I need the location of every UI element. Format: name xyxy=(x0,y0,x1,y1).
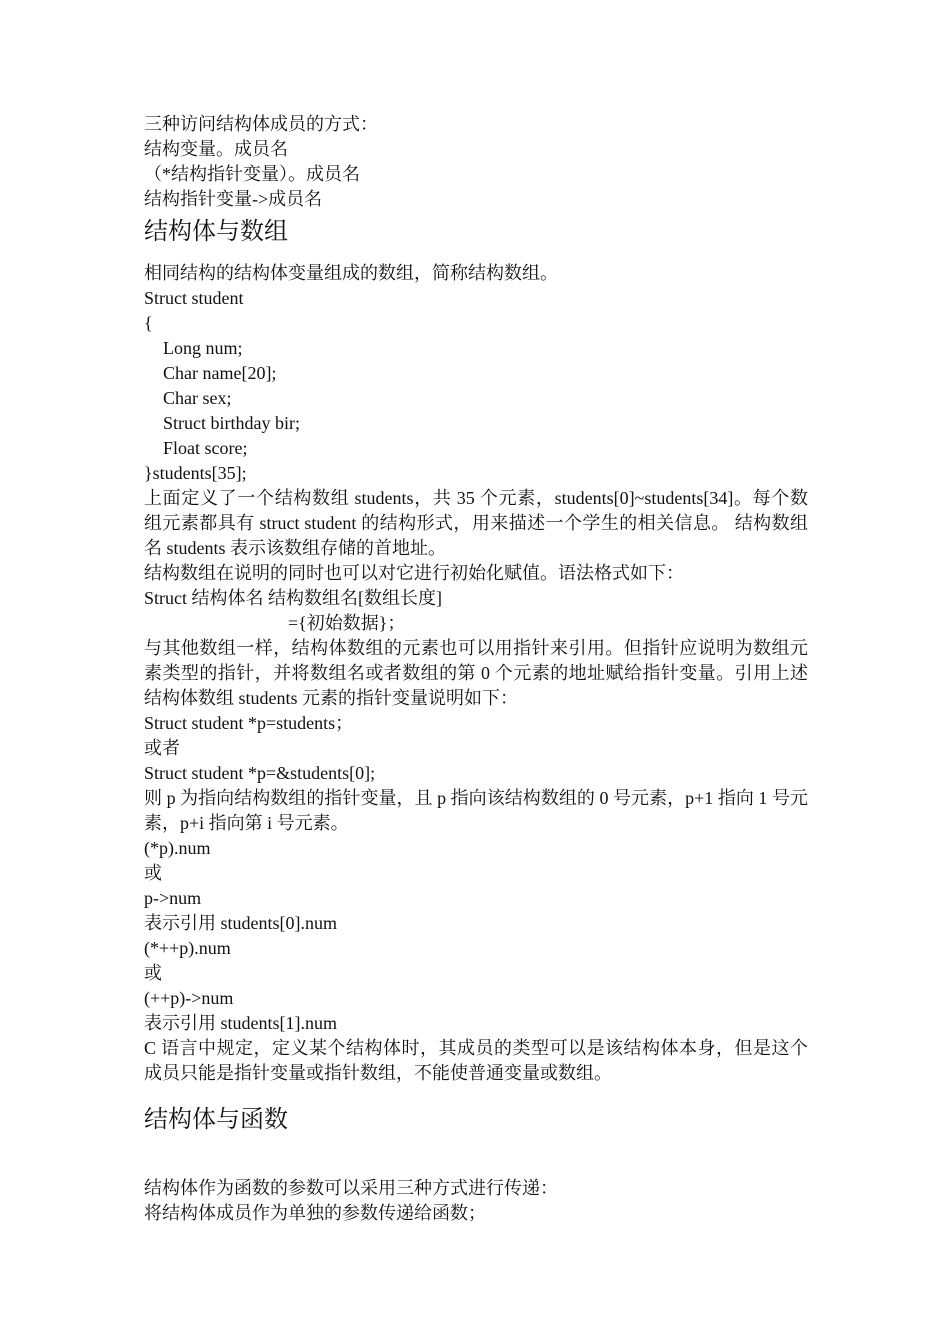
code-brace-open: { xyxy=(144,313,153,333)
section-heading-structs-and-functions: 结构体与函数 xyxy=(144,1107,288,1133)
code-member: Char name[20]; xyxy=(163,363,277,383)
ref-line: 表示引用 students[0].num xyxy=(144,913,337,933)
paragraph-self-reference-rule: C 语言中规定，定义某个结构体时，其成员的类型可以是该结构体本身，但是这个成员只能是指针变量或指针数组，不能使普通变量或数组。 xyxy=(144,1038,808,1083)
paragraph-array-description: 上面定义了一个结构数组 students，共 35 个元素，students[0]~students[34]。每个数组元素都具有 struct student 的结构形式，用来描述一个学生的相关信息。 结构数组名 students 表示该数组存储的首地址。 xyxy=(144,488,808,558)
paragraph-pointer-explanation: 则 p 为指向结构数组的指针变量，且 p 指向该结构数组的 0 号元素，p+1 指向 1 号元素，p+i 指向第 i 号元素。 xyxy=(144,788,808,833)
code-member: Long num; xyxy=(163,338,243,358)
expr-line: (*p).num xyxy=(144,838,211,858)
code-member: Char sex; xyxy=(163,388,232,408)
code-member: Float score; xyxy=(163,438,248,458)
expr-line: (++p)->num xyxy=(144,988,234,1008)
expr-line: p->num xyxy=(144,888,202,908)
intro-line-3: （*结构指针变量）。成员名 xyxy=(144,164,360,184)
expr-line: (*++p).num xyxy=(144,938,231,958)
paragraph-pointer-reference: 与其他数组一样，结构体数组的元素也可以用指针来引用。但指针应说明为数组元素类型的指针，并将数组名或者数组的第 0 个元素的地址赋给指针变量。引用上述结构体数组 students 元素的指针变量说明如下： xyxy=(144,638,808,708)
text-or: 或 xyxy=(144,963,162,983)
code-struct-close: }students[35]; xyxy=(144,463,247,483)
ref-line: 表示引用 students[1].num xyxy=(144,1013,337,1033)
code-member: Struct birthday bir; xyxy=(163,413,300,433)
intro-line-4: 结构指针变量->成员名 xyxy=(144,189,323,209)
code-pointer-decl-2: Struct student *p=&students[0]; xyxy=(144,763,376,783)
intro-line-1: 三种访问结构体成员的方式： xyxy=(144,114,378,134)
code-struct-open: Struct student xyxy=(144,288,244,308)
paragraph-init-intro: 结构数组在说明的同时也可以对它进行初始化赋值。语法格式如下： xyxy=(144,563,684,583)
paragraph-passing-methods: 结构体作为函数的参数可以采用三种方式进行传递： xyxy=(144,1178,558,1198)
definition-text: 相同结构的结构体变量组成的数组，简称结构数组。 xyxy=(144,263,558,283)
syntax-line-1: Struct 结构体名 结构数组名[数组长度] xyxy=(144,588,442,608)
text-or: 或 xyxy=(144,863,162,883)
text-or: 或者 xyxy=(144,738,180,758)
intro-line-2: 结构变量。成员名 xyxy=(144,139,288,159)
section-heading-structs-and-arrays: 结构体与数组 xyxy=(144,219,288,245)
syntax-line-2: ={初始数据}； xyxy=(288,613,406,633)
document-body xyxy=(144,112,808,1226)
paragraph-pass-members: 将结构体成员作为单独的参数传递给函数； xyxy=(144,1203,486,1223)
code-pointer-decl-1: Struct student *p=students； xyxy=(144,713,354,733)
